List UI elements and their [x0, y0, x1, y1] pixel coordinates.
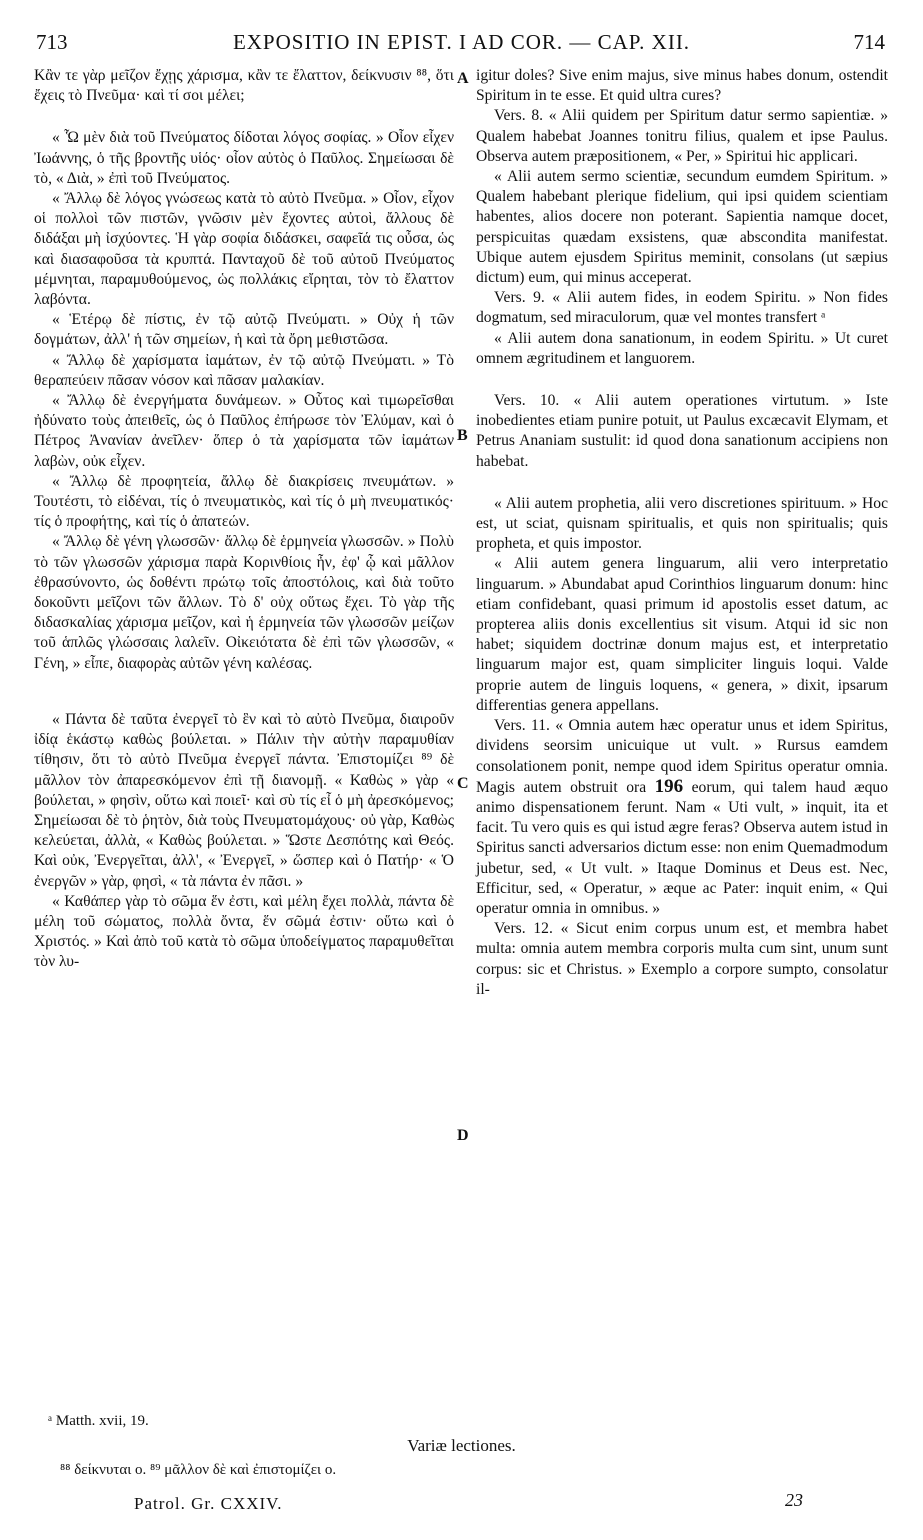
margin-marker-b: B — [457, 427, 468, 444]
spacer — [476, 472, 888, 494]
greek-paragraph: « Ἑτέρῳ δὲ πίστις, ἐν τῷ αὐτῷ Πνεύματι. » Οὐχ ἡ τῶν δογμάτων, ἀλλ' ἡ τῶν σημείων, ἡ καὶ τὰ ὄρη μεθιστῶσα. — [34, 311, 454, 349]
latin-paragraph: « Alii autem dona sanationum, in eodem Spiritu. » Ut curet omnem ægritudinem et languorem. — [476, 329, 888, 367]
patrologia-volume: Patrol. Gr. CXXIV. — [134, 1494, 283, 1513]
margin-marker-c: C — [457, 775, 469, 792]
latin-column — [476, 66, 888, 1000]
column-number: 196 — [654, 775, 684, 797]
page-number-right: 714 — [853, 30, 885, 54]
spacer — [34, 674, 454, 710]
greek-column — [34, 66, 454, 973]
margin-marker-a: A — [457, 70, 469, 87]
latin-paragraph: Vers. 9. « Alii autem fides, in eodem Spiritu. » Non fides dogmatum, sed miraculorum, quæ vel montes transfert ᵃ — [476, 289, 888, 327]
latin-text: Vers. 11. « Omnia autem hæc operatur unus et idem Spiritus, dividens seorsim unicuique ut vult. » Rursus eamdem consolationem ponit, nempe quod idem Spiritus operatur omnia. Magis autem obstruit ora — [476, 717, 888, 796]
greek-paragraph: « Ἄλλῳ δὲ γένη γλωσσῶν· ἄλλῳ δὲ ἑρμηνεία γλωσσῶν. » Πολὺ τὸ τῶν γλωσσῶν χάρισμα παρὰ Κορινθίοις ἦν, ἐφ' ᾧ καὶ μᾶλλον ἐθρασύνοντο, ὡς δοθέντι πρώτῳ τοῖς ἀποστόλοις, καὶ διὰ τοῦτο δοκοῦντι μεῖζονι τῶν ἄλλων. Τὸ δ' οὐχ οὕτως ἔχει. Τὸ γὰρ τῆς διδασκαλίας χάρισμα μεῖζον, καὶ ἡ ἑρμηνεία τῶν γλωσσῶν μείζων τοῦ ἁπλῶς γλώσσαις λαλεῖν. Οἰκειότατα δὲ ἐπὶ τῶν γλωσσῶν, « Γένη, » εἶπε, διαφορὰς αὐτῶν γένη καλέσας. — [34, 533, 454, 672]
latin-text: eorum, qui talem haud æquo animo dispensationem ferunt. Nam « Uti vult, » inquit, ita et facit. Tu vero quis es qui istud ægre feras? Observa autem istud in Spiritus sancti adversarios dictum esse: non enim Quemadmodum jubetur, sed, « Ut vult. » Itaque Dominus et Deus est. Nec, Efficitur, sed, « Operatur, » æque ac Pater: inquit enim, « Qui operatur omnia in omnibus. » — [476, 778, 888, 917]
spacer — [476, 369, 888, 391]
greek-paragraph: Κἂν τε γὰρ μεῖζον ἔχῃς χάρισμα, κἂν τε ἔλαττον, δείκνυσιν ⁸⁸, ὅτι ἔχεις τὸ Πνεῦμα· καὶ τί σοι μέλει; — [34, 67, 454, 105]
greek-paragraph: « Καθάπερ γὰρ τὸ σῶμα ἕν ἐστι, καὶ μέλη ἔχει πολλὰ, πάντα δὲ μέλη τοῦ σώματος, πολλὰ ὄντα, ἕν σῶμά ἐστιν· οὕτω καὶ ὁ Χριστός. » Καὶ ἀπὸ τοῦ κατὰ τὸ σῶμα ὑποδείγματος παραμυθεῖται τὸν λυ- — [34, 892, 454, 971]
latin-paragraph — [476, 716, 888, 919]
footnote: ᵃ Matth. xvii, 19. — [48, 1413, 149, 1429]
greek-paragraph: « Ἄλλῳ δὲ χαρίσματα ἰαμάτων, ἐν τῷ αὐτῷ Πνεύματι. » Τὸ θεραπεύειν πᾶσαν νόσον καὶ πᾶσαν μαλακίαν. — [34, 351, 454, 389]
greek-paragraph: « Ὧ μὲν διὰ τοῦ Πνεύματος δίδοται λόγος σοφίας. » Οἷον εἶχεν Ἰωάννης, ὁ τῆς βροντῆς υἱός· οἷον αὐτὸς ὁ Παῦλος. Σημείωσαι δὲ τὸ, « Διὰ, » ἐπὶ τοῦ Πνεύματος. — [34, 129, 454, 187]
greek-paragraph: « Ἄλλῳ δὲ ἐνεργήματα δυνάμεων. » Οὗτος καὶ τιμωρεῖσθαι ἠδύνατο τοὺς ἀπειθεῖς, ὡς ὁ Παῦλος ἐπήρωσε τὸν Ἐλύμαν, καὶ ὁ Πέτρος Ἀνανίαν ἀνεῖλεν· ὅπερ ὁ τὰ χαρίσματα τῶν ἰαμάτων λαβὼν, οὐκ εἶχεν. — [34, 392, 454, 470]
margin-marker-d: D — [457, 1127, 469, 1144]
variae-lectiones-title: Variæ lectiones. — [407, 1436, 516, 1455]
greek-paragraph: « Πάντα δὲ ταῦτα ἐνεργεῖ τὸ ἓν καὶ τὸ αὐτὸ Πνεῦμα, διαιροῦν ἰδίᾳ ἑκάστῳ καθὼς βούλεται. » Πάλιν τὴν αὐτὴν παραμυθίαν τίθησιν, ὅτι τὸ αὐτὸ Πνεῦμα ἐνεργεῖ πάντα. Ἐπιστομίζει ⁸⁹ δὲ μᾶλλον τὸν ἀπαρεσκόμενον ἐπὶ τῇ διανομῇ. « Καθὼς » γὰρ « βούλεται, » φησὶν, οὕτω καὶ ποιεῖ· καὶ σὺ τίς εἶ ὁ μὴ ἀρεσκόμενος; Σημείωσαι δὲ τὸ ῥητὸν, διὰ τοὺς Πνευματομάχους· οὐ γὰρ, Καθὼς κελεύεται, ἀλλὰ, « Καθὼς βούλεται. » Ὥστε Δεσπότης καὶ Θεός. Καὶ οὐκ, Ἐνεργεῖται, ἀλλ', « Ἐνεργεῖ, » ὥσπερ καὶ ὁ Πατήρ· « Ὁ ἐνεργῶν » γὰρ, φησὶ, « τὰ πάντα ἐν πᾶσι. » — [34, 710, 454, 890]
latin-paragraph: « Alii autem sermo scientiæ, secundum eumdem Spiritum. » Qualem habebant plerique fidelium, qui ipsi quidem scientiam habentes, alios docere non poterant. Sapientia namque docet, perspicuitas quædam exsistens, quæ abscondita manifestat. Ubique autem ejusdem Spiritus meminit, consolans (ut sæpius dictum) eum, qui minus acceperat. — [476, 168, 888, 287]
greek-paragraph: « Ἄλλῳ δὲ λόγος γνώσεως κατὰ τὸ αὐτὸ Πνεῦμα. » Οἷον, εἶχον οἱ πολλοὶ τῶν πιστῶν, γνῶσιν μὲν ἔχοντες αὐτοὶ, ἄλλους δὲ διδάξαι μὴ ἰσχύοντες. Ἡ γὰρ σοφία διδάσκει, σαφεῖά τις οὖσα, ὡς καὶ διασαφοῦσα τὰ κρυπτά. Πανταχοῦ δὲ τοῦ αὐτοῦ Πνεύματος μέμνηται, παραμυθούμενος, ὡς πολλάκις εἴρηται, τὸν τὸ ἔλαττον λαβόντα. — [34, 190, 454, 309]
variae-lectiones-line: ⁸⁸ δείκνυται ο. ⁸⁹ μᾶλλον δὲ καὶ ἐπιστομίζει ο. — [60, 1462, 337, 1478]
latin-paragraph: Vers. 8. « Alii quidem per Spiritum datur sermo sapientiæ. » Qualem habebat Joannes tonitru filius, qualem et ipse Paulus. Observa autem præpositionem, « Per, » Spiritui hic applicari. — [476, 107, 888, 165]
greek-paragraph: « Ἄλλῳ δὲ προφητεία, ἄλλῳ δὲ διακρίσεις πνευμάτων. » Τουτέστι, τὸ εἰδέναι, τίς ὁ πνευματικὸς, καὶ τίς ὁ μὴ πνευματικός· τίς ὁ προφήτης, καὶ τίς ὁ ἀπατεών. — [34, 472, 454, 531]
latin-paragraph: Vers. 10. « Alii autem operationes virtutum. » Iste inobedientes etiam punire potuit, ut Paulus excæcavit Elymam, et Petrus Ananiam sustulit: id quod dona sanationum accipiens non habebat. — [476, 392, 888, 470]
signature-mark: 23 — [785, 1490, 803, 1510]
page-header — [30, 30, 893, 62]
page-number-left: 713 — [36, 30, 68, 54]
spacer — [34, 106, 454, 128]
running-title: EXPOSITIO IN EPIST. I AD COR. — CAP. XII. — [232, 30, 691, 54]
latin-paragraph: Vers. 12. « Sicut enim corpus unum est, et membra habet multa: omnia autem membra corporis multa cum sint, unum sunt corpus: sic et Christus. » Exemplo a corpore sumpto, consolatur il- — [476, 920, 888, 998]
latin-paragraph: igitur doles? Sive enim majus, sive minus habes donum, ostendit Spiritum in te esse. Et quid ultra cures? — [476, 67, 888, 105]
latin-paragraph: « Alii autem prophetia, alii vero discretiones spirituum. » Hoc est, ut sciat, quisnam spiritualis, et quis non spiritualis; quis propheta, et quis impostor. — [476, 494, 888, 553]
latin-paragraph: « Alii autem genera linguarum, alii vero interpretatio linguarum. » Abundabat apud Corinthios linguarum donum: hinc etiam confidebant, quasi primum id apostolis esset datum, ac propterea aliis donis excellentius sit visum. Atqui id sic non habet; siquidem doctrinæ donum majus est, et interpretatio linguarum major est, quam simpliciter linguis loqui. Valde proprie autem de linguis loquens, « genera, » dixit, ipsarum differentias genera appellans. — [476, 555, 888, 714]
